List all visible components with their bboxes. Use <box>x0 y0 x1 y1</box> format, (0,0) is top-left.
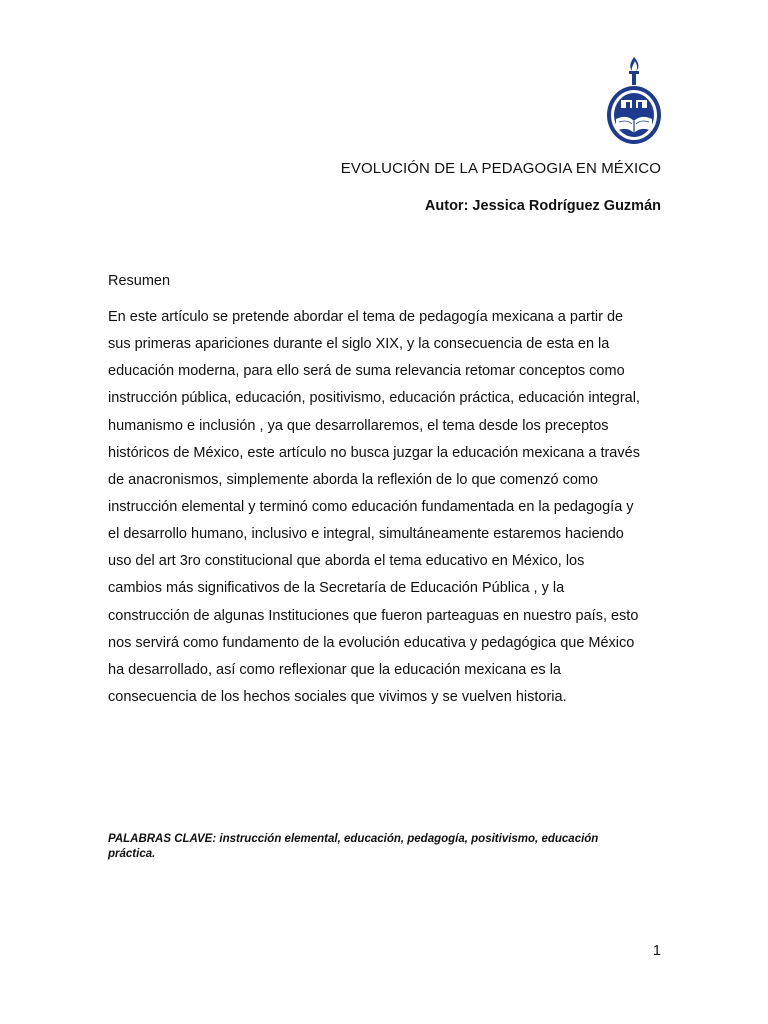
university-seal-torch-book-icon <box>604 55 664 147</box>
abstract-line: instrucción elemental y terminó como educación fundamentada en la pedagogía y <box>108 498 634 515</box>
abstract-line: de anacronismos, simplemente aborda la reflexión de lo que comenzó como <box>108 471 599 488</box>
abstract-line: ha desarrollado, así como reflexionar que la educación mexicana es la <box>108 661 561 678</box>
abstract-line: educación moderna, para ello será de suma relevancia retomar conceptos como <box>108 363 625 380</box>
abstract-line: instrucción pública, educación, positivismo, educación práctica, educación integral, <box>108 390 640 407</box>
page-number: 1 <box>652 943 661 959</box>
keywords-line: PALABRAS CLAVE: instrucción elemental, educación, pedagogía, positivismo, educación <box>108 833 599 845</box>
abstract-line: construcción de algunas Instituciones que fueron parteaguas en nuestro país, esto <box>108 607 639 624</box>
keywords-line: práctica. <box>108 848 156 860</box>
abstract-line: consecuencia de los hechos sociales que vivimos y se vuelven historia. <box>108 688 567 705</box>
abstract-line: sus primeras apariciones durante el siglo XIX, y la consecuencia de esta en la <box>108 336 610 353</box>
abstract-line: cambios más significativos de la Secretaría de Educación Pública , y la <box>108 580 565 597</box>
keywords-block <box>108 832 668 862</box>
university-seal-logo <box>604 55 664 147</box>
abstract-line: uso del art 3ro constitucional que aborda el tema educativo en México, los <box>108 553 585 570</box>
abstract-line: el desarrollo humano, inclusivo e integral, simultáneamente estaremos haciendo <box>108 526 624 543</box>
abstract-line: históricos de México, este artículo no busca juzgar la educación mexicana a través <box>108 444 640 461</box>
abstract-line: humanismo e inclusión , ya que desarrollaremos, el tema desde los preceptos <box>108 417 609 434</box>
abstract-line: En este artículo se pretende abordar el tema de pedagogía mexicana a partir de <box>108 309 624 325</box>
abstract-body <box>108 304 668 711</box>
article-author: Autor: Jessica Rodríguez Guzmán <box>424 198 661 214</box>
article-title: EVOLUCIÓN DE LA PEDAGOGIA EN MÉXICO <box>340 160 661 177</box>
abstract-line: nos servirá como fundamento de la evolución educativa y pedagógica que México <box>108 634 635 651</box>
abstract-heading: Resumen <box>108 273 171 289</box>
